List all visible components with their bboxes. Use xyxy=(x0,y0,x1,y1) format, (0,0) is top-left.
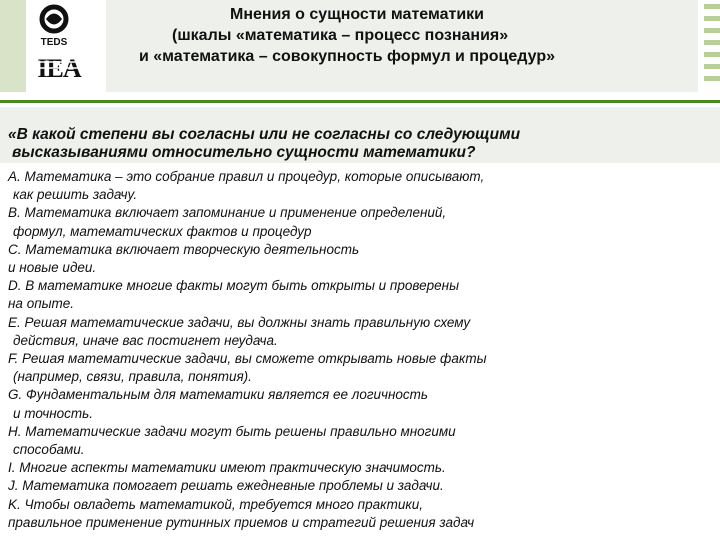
iea-logo xyxy=(36,52,82,82)
question-line-1: «В какой степени вы согласны или не согласны со следующими xyxy=(8,126,521,143)
statement-line: правильное применение рутинных приемов и стратегий решения задач xyxy=(8,514,475,530)
statement-line: K. Чтобы овладеть математикой, требуется много практики, xyxy=(8,496,424,512)
teds-logo xyxy=(34,4,74,48)
statement-line: способами. xyxy=(13,442,85,458)
statement-line: B. Математика включает запоминание и применение определений, xyxy=(8,205,447,221)
statement-line: действия, иначе вас постигнет неудача. xyxy=(13,332,278,348)
statement-line: как решить задачу. xyxy=(13,187,138,203)
statement-line: A. Математика – это собрание правил и процедур, которые описывают, xyxy=(8,169,485,184)
teds-logo-text: TEDS xyxy=(40,37,68,48)
question-text xyxy=(8,126,708,162)
statement-list xyxy=(8,168,713,532)
statement-line: и точность. xyxy=(13,405,94,421)
statement-line: G. Фундаментальным для математики является ее логичность xyxy=(8,387,429,403)
statement-line: на опыте. xyxy=(8,296,75,312)
sidebar-accent xyxy=(0,0,26,92)
statement-line: формул, математических фактов и процедур xyxy=(13,223,312,239)
statement-line: H. Математические задачи могут быть решены правильно многими xyxy=(8,423,456,439)
statement-line: и новые идеи. xyxy=(8,260,97,276)
statement-line: I. Многие аспекты математики имеют практическую значимость. xyxy=(8,460,446,476)
statement-line: C. Математика включает творческую деятельность xyxy=(8,241,360,257)
statement-line: F. Решая математические задачи, вы сможете открывать новые факты xyxy=(8,351,487,367)
question-line-2: высказываниями относительно сущности математики? xyxy=(12,144,476,161)
right-stripe xyxy=(698,0,720,92)
page-title xyxy=(110,4,695,67)
statement-line: (например, связи, правила, понятия). xyxy=(13,369,252,385)
title-line-2: (шкалы «математика – процесс познания» xyxy=(172,27,509,44)
statement-line: D. В математике многие факты могут быть открыты и проверены xyxy=(8,278,460,294)
header-divider xyxy=(0,100,720,103)
iea-logo-text: IEA xyxy=(37,54,81,82)
title-line-1: Мнения о сущности математики xyxy=(230,6,485,23)
statement-line: J. Математика помогает решать ежедневные проблемы и задачи. xyxy=(8,478,444,494)
title-line-3: и «математика – совокупность формул и процедур» xyxy=(139,48,555,65)
statement-line: E. Решая математические задачи, вы должны знать правильную схему xyxy=(8,314,471,330)
